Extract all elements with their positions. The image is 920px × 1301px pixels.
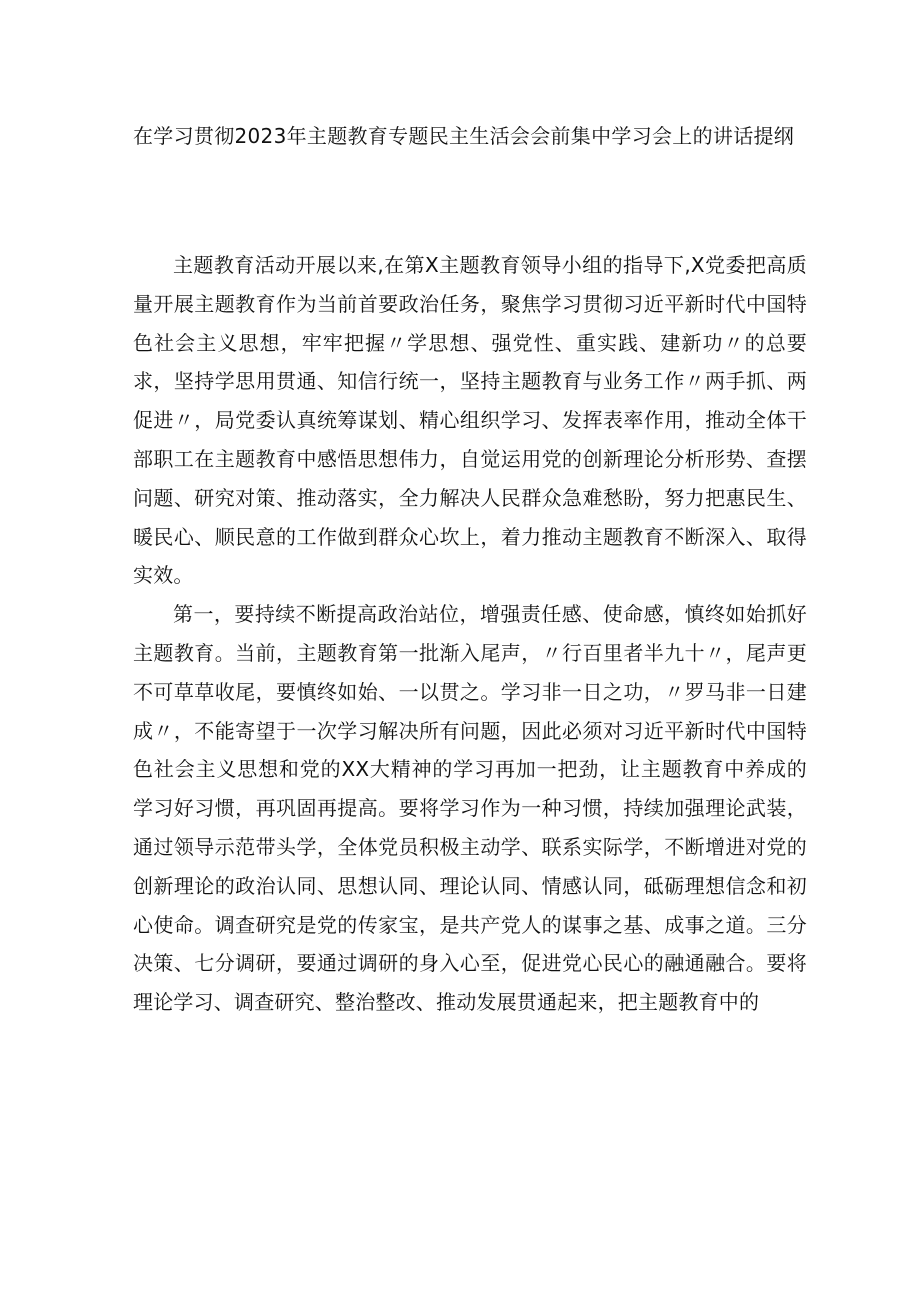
- document-body: [133, 246, 807, 1022]
- document-title: 在学习贯彻2023年主题教育专题民主生活会会前集中学习会上的讲话提纲: [133, 124, 795, 148]
- paragraph-first-point: 第一，要持续不断提高政治站位，增强责任感、使命感，慎终如始抓好主题教育。当前，主题教育第一批渐入尾声，〃行百里者半九十〃，尾声更不可草草收尾，要慎终如始、一以贯之。学习非一日之功，〃罗马非一日建成〃，不能寄望于一次学习解决所有问题，因此必须对习近平新时代中国特色社会主义思想和党的XX大精神的学习再加一把劲，让主题教育中养成的学习好习惯，再巩固再提高。要将学习作为一种习惯，持续加强理论武装，通过领导示范带头学，全体党员积极主动学、联系实际学，不断增进对党的创新理论的政治认同、思想认同、理论认同、情感认同，砥砺理想信念和初心使命。调查研究是党的传家宝，是共产党人的谋事之基、成事之道。三分决策、七分调研，要通过调研的身入心至，促进党心民心的融通融合。要将理论学习、调查研究、整治整改、推动发展贯通起来，把主题教育中的: [133, 602, 807, 1015]
- paragraph-intro: 主题教育活动开展以来,在第X主题教育领导小组的指导下,X党委把高质量开展主题教育作为当前首要政治任务，聚焦学习贯彻习近平新时代中国特色社会主义思想，牢牢把握〃学思想、强党性、重实践、建新功〃的总要求，坚持学思用贯通、知信行统一，坚持主题教育与业务工作〃两手抓、两促进〃，局党委认真统筹谋划、精心组织学习、发挥表率作用，推动全体干部职工在主题教育中感悟思想伟力，自觉运用党的创新理论分析形势、查摆问题、研究对策、推动落实，全力解决人民群众急难愁盼，努力把惠民生、暖民心、顺民意的工作做到群众心坎上，着力推动主题教育不断深入、取得实效。: [133, 253, 807, 588]
